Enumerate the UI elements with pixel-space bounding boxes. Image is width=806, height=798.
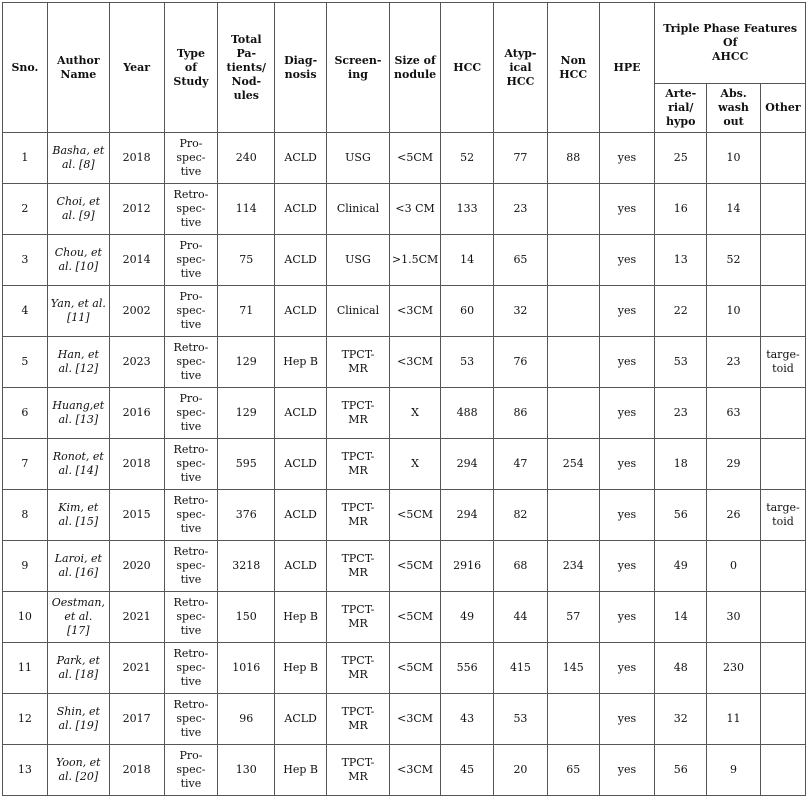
- cell-author: Laroi, et al. [16]: [47, 541, 109, 592]
- cell-hcc: 60: [441, 286, 494, 337]
- cell-atypical: 415: [494, 643, 548, 694]
- header-year: Year: [109, 3, 164, 133]
- cell-hcc: 488: [441, 388, 494, 439]
- cell-other: [760, 694, 805, 745]
- cell-total: 3218: [218, 541, 275, 592]
- cell-year: 2018: [109, 133, 164, 184]
- cell-sno: 2: [3, 184, 48, 235]
- cell-total: 96: [218, 694, 275, 745]
- cell-hcc: 294: [441, 490, 494, 541]
- cell-atypical: 32: [494, 286, 548, 337]
- cell-arterial: 53: [655, 337, 707, 388]
- header-hcc: HCC: [441, 3, 494, 133]
- cell-nonhcc: 234: [547, 541, 599, 592]
- cell-type: Retro- spec- tive: [164, 592, 218, 643]
- cell-arterial: 18: [655, 439, 707, 490]
- cell-type: Retro- spec- tive: [164, 439, 218, 490]
- cell-nonhcc: 65: [547, 745, 599, 796]
- cell-atypical: 23: [494, 184, 548, 235]
- header-author: Author Name: [47, 3, 109, 133]
- cell-nonhcc: [547, 694, 599, 745]
- cell-screening: TPCT- MR: [327, 694, 390, 745]
- cell-atypical: 68: [494, 541, 548, 592]
- cell-abs: 10: [707, 133, 761, 184]
- cell-size: <3CM: [389, 337, 440, 388]
- header-row: [3, 3, 806, 84]
- cell-nonhcc: 88: [547, 133, 599, 184]
- cell-year: 2020: [109, 541, 164, 592]
- cell-other: [760, 133, 805, 184]
- cell-author: Basha, et al. [8]: [47, 133, 109, 184]
- cell-size: <3CM: [389, 745, 440, 796]
- cell-other: [760, 286, 805, 337]
- cell-atypical: 82: [494, 490, 548, 541]
- cell-screening: USG: [327, 235, 390, 286]
- cell-total: 129: [218, 337, 275, 388]
- cell-nonhcc: [547, 337, 599, 388]
- header-hpe: HPE: [599, 3, 655, 133]
- cell-size: <3CM: [389, 694, 440, 745]
- cell-author: Shin, et al. [19]: [47, 694, 109, 745]
- cell-sno: 7: [3, 439, 48, 490]
- cell-author: Park, et al. [18]: [47, 643, 109, 694]
- cell-abs: 0: [707, 541, 761, 592]
- cell-size: <5CM: [389, 541, 440, 592]
- cell-other: targe- toid: [760, 337, 805, 388]
- cell-atypical: 65: [494, 235, 548, 286]
- cell-year: 2023: [109, 337, 164, 388]
- cell-nonhcc: 145: [547, 643, 599, 694]
- cell-atypical: 53: [494, 694, 548, 745]
- cell-arterial: 32: [655, 694, 707, 745]
- cell-other: targe- toid: [760, 490, 805, 541]
- cell-nonhcc: 57: [547, 592, 599, 643]
- cell-arterial: 22: [655, 286, 707, 337]
- cell-nonhcc: [547, 490, 599, 541]
- cell-diagnosis: Hep B: [275, 337, 327, 388]
- cell-diagnosis: Hep B: [275, 643, 327, 694]
- cell-type: Retro- spec- tive: [164, 184, 218, 235]
- cell-screening: USG: [327, 133, 390, 184]
- cell-total: 376: [218, 490, 275, 541]
- cell-year: 2015: [109, 490, 164, 541]
- cell-diagnosis: ACLD: [275, 541, 327, 592]
- table-row: [3, 439, 806, 490]
- header-abs-washout: Abs. wash out: [707, 84, 761, 133]
- cell-screening: Clinical: [327, 286, 390, 337]
- cell-other: [760, 388, 805, 439]
- cell-screening: TPCT- MR: [327, 388, 390, 439]
- cell-other: [760, 643, 805, 694]
- cell-year: 2018: [109, 745, 164, 796]
- cell-total: 129: [218, 388, 275, 439]
- cell-abs: 26: [707, 490, 761, 541]
- cell-type: Retro- spec- tive: [164, 643, 218, 694]
- cell-atypical: 86: [494, 388, 548, 439]
- header-diagnosis: Diag- nosis: [275, 3, 327, 133]
- cell-size: <5CM: [389, 133, 440, 184]
- table-body: [3, 133, 806, 796]
- header-arterial: Arte- rial/ hypo: [655, 84, 707, 133]
- cell-abs: 10: [707, 286, 761, 337]
- cell-hpe: yes: [599, 694, 655, 745]
- header-triple-phase: Triple Phase Features Of AHCC: [655, 3, 806, 84]
- cell-year: 2002: [109, 286, 164, 337]
- cell-author: Oestman, et al. [17]: [47, 592, 109, 643]
- cell-sno: 4: [3, 286, 48, 337]
- cell-size: X: [389, 388, 440, 439]
- table-row: [3, 745, 806, 796]
- cell-year: 2016: [109, 388, 164, 439]
- header-screening: Screen- ing: [327, 3, 390, 133]
- table-row: [3, 694, 806, 745]
- cell-diagnosis: ACLD: [275, 286, 327, 337]
- cell-year: 2018: [109, 439, 164, 490]
- cell-nonhcc: [547, 286, 599, 337]
- cell-type: Pro- spec- tive: [164, 286, 218, 337]
- cell-total: 1016: [218, 643, 275, 694]
- cell-screening: TPCT- MR: [327, 745, 390, 796]
- cell-abs: 23: [707, 337, 761, 388]
- cell-screening: TPCT- MR: [327, 490, 390, 541]
- cell-atypical: 77: [494, 133, 548, 184]
- table-row: [3, 184, 806, 235]
- table-row: [3, 592, 806, 643]
- cell-sno: 3: [3, 235, 48, 286]
- cell-author: Huang,et al. [13]: [47, 388, 109, 439]
- header-atypical: Atyp- ical HCC: [494, 3, 548, 133]
- table-row: [3, 133, 806, 184]
- cell-nonhcc: [547, 235, 599, 286]
- cell-type: Retro- spec- tive: [164, 490, 218, 541]
- cell-abs: 63: [707, 388, 761, 439]
- cell-hcc: 49: [441, 592, 494, 643]
- cell-other: [760, 541, 805, 592]
- cell-sno: 13: [3, 745, 48, 796]
- cell-screening: TPCT- MR: [327, 439, 390, 490]
- cell-author: Chou, et al. [10]: [47, 235, 109, 286]
- cell-year: 2017: [109, 694, 164, 745]
- cell-arterial: 25: [655, 133, 707, 184]
- cell-sno: 11: [3, 643, 48, 694]
- table-row: [3, 388, 806, 439]
- cell-arterial: 56: [655, 745, 707, 796]
- cell-hpe: yes: [599, 592, 655, 643]
- cell-screening: TPCT- MR: [327, 592, 390, 643]
- table-row: [3, 337, 806, 388]
- cell-year: 2014: [109, 235, 164, 286]
- cell-atypical: 20: [494, 745, 548, 796]
- cell-other: [760, 235, 805, 286]
- cell-atypical: 44: [494, 592, 548, 643]
- cell-hcc: 556: [441, 643, 494, 694]
- cell-hcc: 2916: [441, 541, 494, 592]
- cell-hpe: yes: [599, 388, 655, 439]
- cell-total: 240: [218, 133, 275, 184]
- cell-arterial: 48: [655, 643, 707, 694]
- cell-sno: 5: [3, 337, 48, 388]
- cell-abs: 29: [707, 439, 761, 490]
- cell-type: Retro- spec- tive: [164, 541, 218, 592]
- cell-other: [760, 745, 805, 796]
- cell-diagnosis: ACLD: [275, 388, 327, 439]
- cell-atypical: 47: [494, 439, 548, 490]
- header-nonhcc: Non HCC: [547, 3, 599, 133]
- cell-total: 75: [218, 235, 275, 286]
- cell-size: <5CM: [389, 490, 440, 541]
- cell-size: >1.5CM: [389, 235, 440, 286]
- cell-author: Han, et al. [12]: [47, 337, 109, 388]
- cell-screening: TPCT- MR: [327, 643, 390, 694]
- cell-size: <3CM: [389, 286, 440, 337]
- cell-type: Pro- spec- tive: [164, 745, 218, 796]
- cell-hcc: 14: [441, 235, 494, 286]
- cell-diagnosis: ACLD: [275, 694, 327, 745]
- cell-year: 2021: [109, 643, 164, 694]
- cell-diagnosis: ACLD: [275, 439, 327, 490]
- header-total: Total Pa- tients/ Nod- ules: [218, 3, 275, 133]
- cell-type: Retro- spec- tive: [164, 337, 218, 388]
- cell-total: 130: [218, 745, 275, 796]
- cell-hpe: yes: [599, 439, 655, 490]
- cell-total: 114: [218, 184, 275, 235]
- cell-size: <3 CM: [389, 184, 440, 235]
- cell-diagnosis: ACLD: [275, 490, 327, 541]
- cell-author: Yoon, et al. [20]: [47, 745, 109, 796]
- cell-diagnosis: ACLD: [275, 184, 327, 235]
- cell-hcc: 45: [441, 745, 494, 796]
- cell-author: Choi, et al. [9]: [47, 184, 109, 235]
- table-row: [3, 541, 806, 592]
- table-row: [3, 643, 806, 694]
- cell-other: [760, 184, 805, 235]
- cell-type: Pro- spec- tive: [164, 388, 218, 439]
- cell-abs: 9: [707, 745, 761, 796]
- cell-size: X: [389, 439, 440, 490]
- cell-total: 150: [218, 592, 275, 643]
- header-sno: Sno.: [3, 3, 48, 133]
- cell-sno: 1: [3, 133, 48, 184]
- cell-sno: 6: [3, 388, 48, 439]
- cell-hcc: 294: [441, 439, 494, 490]
- cell-type: Pro- spec- tive: [164, 133, 218, 184]
- cell-nonhcc: 254: [547, 439, 599, 490]
- cell-hpe: yes: [599, 133, 655, 184]
- cell-author: Yan, et al. [11]: [47, 286, 109, 337]
- cell-hpe: yes: [599, 541, 655, 592]
- cell-sno: 12: [3, 694, 48, 745]
- cell-nonhcc: [547, 388, 599, 439]
- cell-arterial: 14: [655, 592, 707, 643]
- cell-other: [760, 592, 805, 643]
- cell-hcc: 133: [441, 184, 494, 235]
- cell-abs: 30: [707, 592, 761, 643]
- cell-nonhcc: [547, 184, 599, 235]
- studies-table: [2, 2, 806, 796]
- cell-atypical: 76: [494, 337, 548, 388]
- table-row: [3, 235, 806, 286]
- cell-abs: 230: [707, 643, 761, 694]
- header-size: Size of nodule: [389, 3, 440, 133]
- cell-total: 595: [218, 439, 275, 490]
- cell-hpe: yes: [599, 337, 655, 388]
- cell-type: Pro- spec- tive: [164, 235, 218, 286]
- cell-type: Retro- spec- tive: [164, 694, 218, 745]
- table-row: [3, 286, 806, 337]
- cell-hpe: yes: [599, 184, 655, 235]
- cell-hpe: yes: [599, 235, 655, 286]
- cell-screening: TPCT- MR: [327, 541, 390, 592]
- cell-hcc: 43: [441, 694, 494, 745]
- cell-hcc: 53: [441, 337, 494, 388]
- cell-abs: 14: [707, 184, 761, 235]
- cell-author: Ronot, et al. [14]: [47, 439, 109, 490]
- cell-year: 2021: [109, 592, 164, 643]
- cell-total: 71: [218, 286, 275, 337]
- cell-arterial: 23: [655, 388, 707, 439]
- cell-screening: Clinical: [327, 184, 390, 235]
- cell-sno: 8: [3, 490, 48, 541]
- cell-diagnosis: Hep B: [275, 745, 327, 796]
- cell-diagnosis: ACLD: [275, 235, 327, 286]
- cell-diagnosis: Hep B: [275, 592, 327, 643]
- cell-size: <5CM: [389, 592, 440, 643]
- cell-arterial: 13: [655, 235, 707, 286]
- cell-hpe: yes: [599, 745, 655, 796]
- cell-arterial: 56: [655, 490, 707, 541]
- cell-other: [760, 439, 805, 490]
- table-row: [3, 490, 806, 541]
- cell-abs: 11: [707, 694, 761, 745]
- cell-size: <5CM: [389, 643, 440, 694]
- header-other: Other: [760, 84, 805, 133]
- cell-year: 2012: [109, 184, 164, 235]
- cell-sno: 10: [3, 592, 48, 643]
- cell-arterial: 49: [655, 541, 707, 592]
- cell-screening: TPCT- MR: [327, 337, 390, 388]
- cell-author: Kim, et al. [15]: [47, 490, 109, 541]
- cell-abs: 52: [707, 235, 761, 286]
- cell-diagnosis: ACLD: [275, 133, 327, 184]
- cell-hpe: yes: [599, 490, 655, 541]
- cell-hpe: yes: [599, 643, 655, 694]
- cell-hcc: 52: [441, 133, 494, 184]
- header-type: Type of Study: [164, 3, 218, 133]
- cell-sno: 9: [3, 541, 48, 592]
- cell-arterial: 16: [655, 184, 707, 235]
- cell-hpe: yes: [599, 286, 655, 337]
